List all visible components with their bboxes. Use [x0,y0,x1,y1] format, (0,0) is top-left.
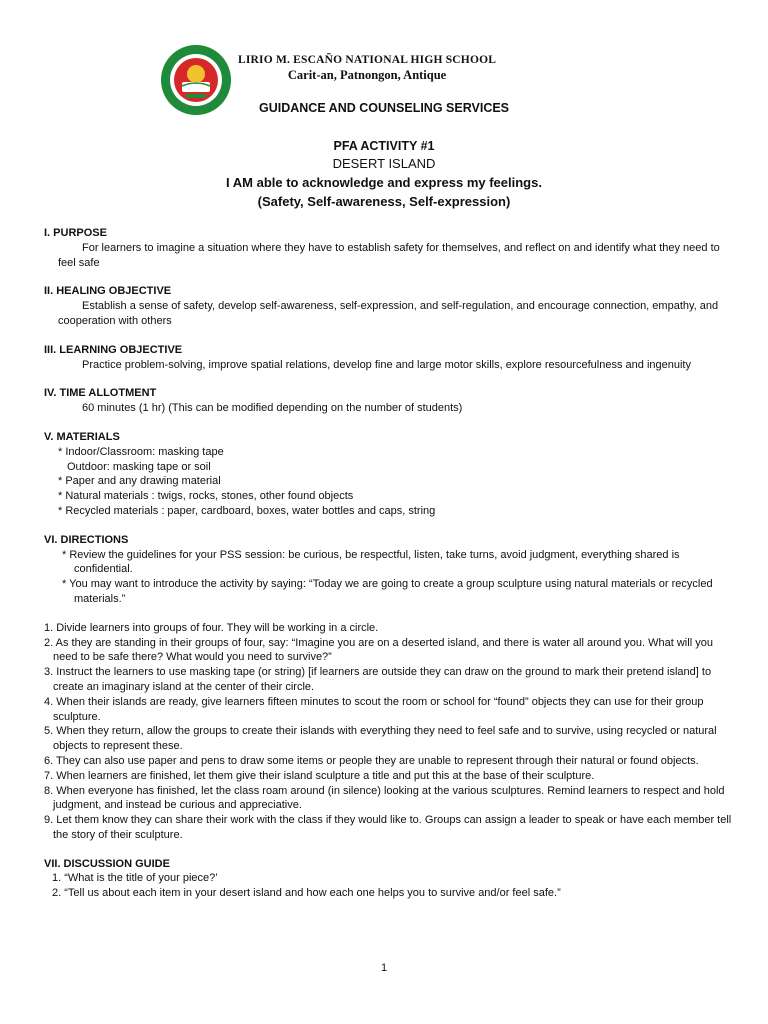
activity-number: PFA ACTIVITY #1 [333,139,435,153]
healing-objective-heading: II. HEALING OBJECTIVE [44,285,172,298]
materials-heading: V. MATERIALS [44,430,120,443]
discussion-guide-heading: VII. DISCUSSION GUIDE [44,857,170,870]
learning-objective-heading: III. LEARNING OBJECTIVE [44,343,183,356]
purpose-text: For learners to imagine a situation where they have to establish safety for themselves, and reflect on and identify what they need to feel safe [58,241,720,269]
directions-step: 5. When they return, allow the groups to create their islands with everything they need to feel safe and to survive, using recycled or natural objects to represent these. [44,725,717,753]
materials-item: * Recycled materials : paper, cardboard, boxes, water bottles and caps, string [58,504,436,517]
directions-step: 2. As they are standing in their groups of four, say: “Imagine you are on a deserted island, and there is water all around you. What will you need to be safe there? What would you need to survive?” [44,636,713,664]
directions-bullet: * Review the guidelines for your PSS session: be curious, be respectful, listen, take turns, avoid judgment, everything shared is confidential. [62,548,680,576]
activity-tagline: I AM able to acknowledge and express my feelings. [226,175,542,190]
directions-bullet: * You may want to introduce the activity by saying: “Today we are going to create a group sculpture using natural materials or recycled materials.” [62,578,713,605]
school-name: LIRIO M. ESCAÑO NATIONAL HIGH SCHOOL [238,54,497,66]
page-number: 1 [380,962,388,974]
healing-objective-text: Establish a sense of safety, develop self-awareness, self-expression, and self-regulation, and encourage connection, empathy, and cooperation with others [58,300,719,327]
discussion-item: 2. “Tell us about each item in your desert island and how each one helps you to survive and/or feel safe.” [52,887,561,900]
directions-step: 6. They can also use paper and pens to draw some items or people they are unable to represent through their natural or found objects. [44,754,699,767]
learning-objective-text: Practice problem-solving, improve spatial relations, develop fine and large motor skills, explore resourcefulness and ingenuity [82,358,691,371]
directions-step: 3. Instruct the learners to use masking tape (or string) [if learners are outside they can draw on the ground to mark their pretend island] to create an imaginary island at the center of their circle. [44,666,712,693]
school-identity [238,54,496,83]
activity-values: (Safety, Self-awareness, Self-expression) [257,194,511,209]
directions-step: 7. When learners are finished, let them give their island sculpture a title and put this at the base of their sculpture. [44,769,595,782]
time-allotment-text: 60 minutes (1 hr) (This can be modified depending on the number of students) [82,402,463,415]
office-title: GUIDANCE AND COUNSELING SERVICES [258,101,510,115]
purpose-heading: I. PURPOSE [44,227,107,239]
materials-item: * Paper and any drawing material [58,475,221,488]
directions-step: 9. Let them know they can share their work with the class if they would like to. Groups can assign a leader to speak or have each member tell the story of their sculpture. [44,814,732,841]
materials-item: * Natural materials : twigs, rocks, stones, other found objects [58,490,354,503]
materials-item: Outdoor: masking tape or soil [67,460,211,473]
activity-title: DESERT ISLAND [332,156,436,171]
directions-step: 1. Divide learners into groups of four. They will be working in a circle. [44,621,379,634]
directions-step: 8. When everyone has finished, let the class roam around (in silence) looking at the various sculptures. Remind learners to respect and hold judgment, and instead be curious and appreciative. [44,784,725,812]
time-allotment-heading: IV. TIME ALLOTMENT [44,387,157,400]
school-address: Carit-an, Patnongon, Antique [287,68,447,82]
document-body [44,226,734,901]
discussion-item: 1. “What is the title of your piece?’ [52,872,218,885]
directions-heading: VI. DIRECTIONS [44,533,129,546]
materials-item: * Indoor/Classroom: masking tape [58,445,224,458]
directions-step: 4. When their islands are ready, give learners fifteen minutes to scout the room or school for “found” objects they can use for their group sculpture. [44,695,704,723]
